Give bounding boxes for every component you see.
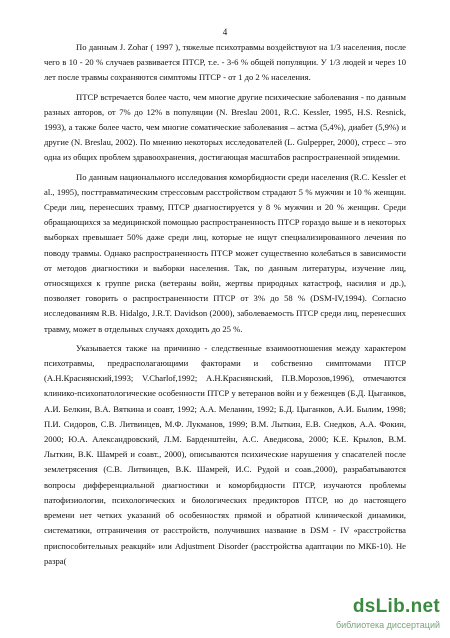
- document-body: [44, 40, 406, 569]
- page-number: 4: [222, 27, 228, 37]
- paragraph: По данным J. Zohar ( 1997 ), тяжелые психотравмы воздействуют на 1/3 населения, после чего в 10 - 20 % случаев развивается ПТСР, т.е. - 3-6 % общей популяции. У 1/3 людей и через 10 лет после травмы сохраняются симптомы ПТСР - от 1 до 2 % населения.: [44, 42, 406, 83]
- watermark-logo: dsLib.net: [352, 596, 440, 617]
- paragraph: ПТСР встречается более часто, чем многие другие психические заболевания - по данным разных авторов, от 7% до 12% в популяции (N. Breslau 2001, R.C. Kessler, 1995, H.S. Resnick, 1993), а также более часто, чем многие соматические заболевания – астма (5,4%), диабет (5,9%) и другие (N. Breslau, 2002). По мнению некоторых исследователей (L. Gulpepper, 2000), стресс – это одна из общих проблем здравоохранения, достигающая масштабов распространенной эпидемии.: [44, 91, 406, 163]
- watermark: [290, 596, 440, 632]
- paragraph: Указывается также на причинно - следственные взаимоотношения между характером психотравмы, предрасполагающими факторами и собственно симптомами ПТСР (А.Н.Краснянский,1993; V.Charlof,1992; А.Н.Краснянский, П.В.Морозов,1996), отмечаются клинико-психопатологические особенности ПТСР у ветеранов войн и у беженцев (Б.Д. Цыганков, А.И. Белкин, В.А. Вяткина и соавт, 1992; А.А. Меланин, 1992; Б.Д. Цыганков, А.И. Былим, 1998; П.И. Сидоров, С.В. Литвинцев, М.Ф. Лукманов, 1999; В.М. Лыткин, Е.В. Снедков, А.А. Фокин, 2000; Ю.А. Александровский, Л.М. Барденштейн, А.С. Аведисова, 2000; К.Е. Крылов, В.М. Лыткин, В.К. Шамрей и соавт., 2000), описываются психические нарушения у спасателей после землетрясения (С.В. Литвинцев, В.К. Шамрей, И.С. Рудой и соав.,2000), разрабатываются вопросы дифференциальной диагностики и коморбидности ПТСР, изучаются проблемы патофизиологии, психологических и биологических предикторов ПТСР, но до настоящего времени нет четких указаний об особенностях прямой и обратной клинической динамики, систематики, отграничения от расстройств, получивших название в DSM - IV «расстройства приспособительных реакций» или Adjustment Disorder (расстройства адаптации по МКБ-10). Не разра(: [44, 342, 406, 566]
- watermark-subtitle: библиотека диссертаций: [335, 620, 440, 630]
- paragraph: По данным национального исследования коморбидности среди населения (R.C. Kessler et al., 1995), посттравматическим стрессовым расстройством страдают 5 % мужчин и 10 % женщин. Среди лиц, перенесших травму, ПТСР диагностируется у 8 % мужчин и 20 % женщин. Среди обращающихся за медицинской помощью распространенность ПТСР гораздо выше и в некоторых выборках превышает 50% даже среди лиц, которые не ищут специализированного лечения по поводу травмы. Однако распространенность ПТСР может существенно колебаться в зависимости от методов диагностики и выборки населения. Так, по данным литературы, изучение лиц, относящихся к группе риска (ветераны войн, жертвы природных катастроф, насилия и др.), позволяет говорить о распространенности ПТСР от 3% до 58 % (DSM-IV,1994). Согласно исследованиям R.B. Hidalgo, J.R.T. Davidson (2000), заболеваемость ПТСР среди лиц, перенесших травму, может в отдельных случаях доходить до 25 %.: [44, 171, 406, 334]
